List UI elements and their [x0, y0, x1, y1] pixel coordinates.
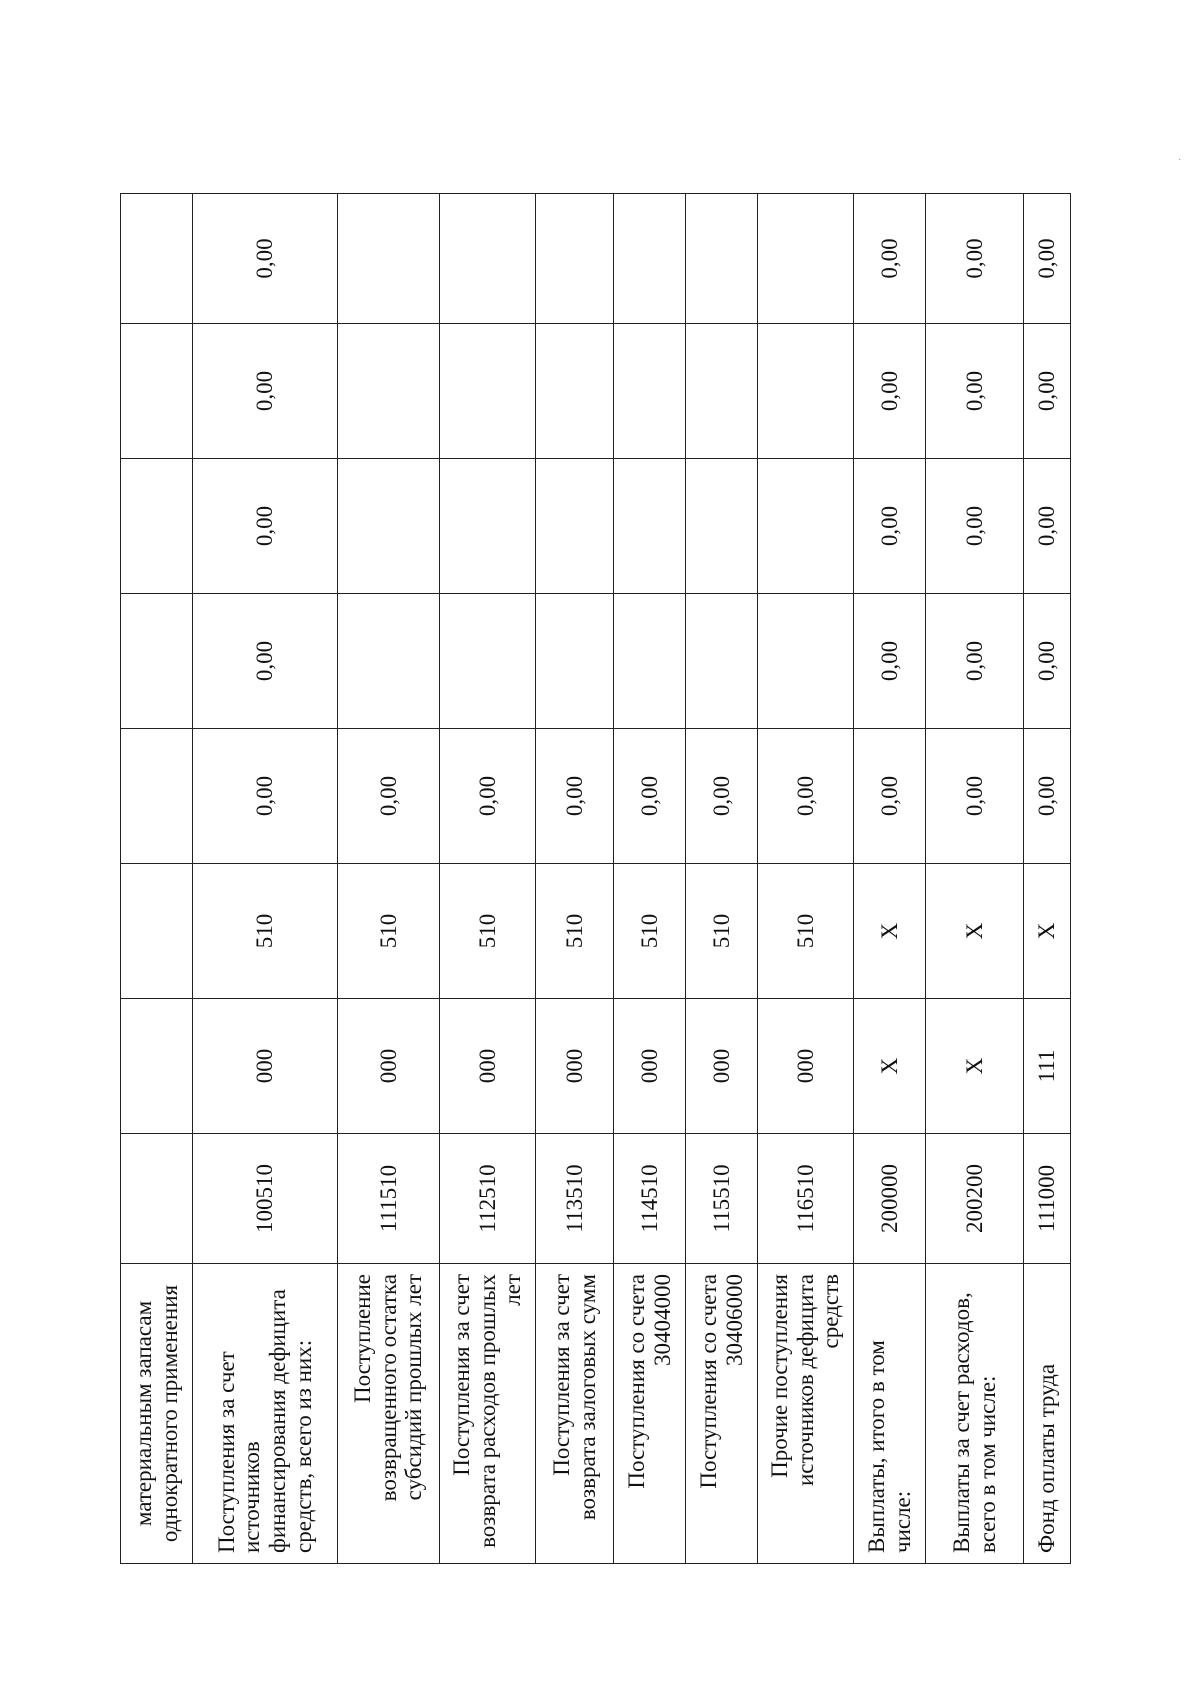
table-cell	[121, 864, 193, 999]
table-cell: 000	[536, 999, 614, 1134]
table-cell: 0,00	[614, 729, 686, 864]
table-cell: 510	[614, 864, 686, 999]
table-cell	[121, 594, 193, 729]
table-cell: 0,00	[193, 194, 338, 324]
table-cell: X	[926, 864, 1024, 999]
table-cell: 0,00	[926, 194, 1024, 324]
row-label: Поступления за счет источников финансирования дефицита средств, всего из них:	[193, 1264, 338, 1564]
table-cell	[338, 324, 440, 459]
table-cell: 0,00	[758, 729, 854, 864]
table-cell: 0,00	[854, 729, 926, 864]
table-cell: 000	[338, 999, 440, 1134]
table-cell: 000	[614, 999, 686, 1134]
table-cell: 0,00	[193, 324, 338, 459]
table-row	[1024, 194, 1071, 1564]
table-row	[854, 194, 926, 1564]
table-cell: 0,00	[193, 594, 338, 729]
table-cell: 0,00	[926, 594, 1024, 729]
table-cell: 116510	[758, 1134, 854, 1264]
table-cell: 0,00	[926, 324, 1024, 459]
table-row	[614, 194, 686, 1564]
table-cell: 0,00	[193, 729, 338, 864]
financial-table	[120, 193, 1071, 1564]
row-label: материальным запасам однократного применения	[121, 1264, 193, 1564]
table-cell: 0,00	[1024, 729, 1071, 864]
rotated-page	[120, 194, 1144, 1564]
row-label: Поступления за счет возврата залоговых сумм	[536, 1264, 614, 1564]
table-cell: 0,00	[1024, 459, 1071, 594]
table-cell: 100510	[193, 1134, 338, 1264]
table-cell: 112510	[440, 1134, 536, 1264]
table-cell	[440, 324, 536, 459]
table-cell	[758, 459, 854, 594]
table-cell	[121, 194, 193, 324]
table-body	[121, 194, 1071, 1564]
table-row	[926, 194, 1024, 1564]
row-label: Прочие поступления источников дефицита средств	[758, 1264, 854, 1564]
table-cell: 200000	[854, 1134, 926, 1264]
row-label: Поступление возвращенного остатка субсидий прошлых лет	[338, 1264, 440, 1564]
table-cell	[121, 729, 193, 864]
table-cell	[686, 594, 758, 729]
table-cell: 000	[193, 999, 338, 1134]
table-row	[338, 194, 440, 1564]
table-cell: 0,00	[926, 459, 1024, 594]
table-cell	[614, 324, 686, 459]
table-cell	[614, 194, 686, 324]
table-cell: X	[1024, 864, 1071, 999]
table-cell: 0,00	[854, 459, 926, 594]
table-cell: X	[854, 999, 926, 1134]
table-cell	[440, 459, 536, 594]
table-cell: 000	[440, 999, 536, 1134]
table-cell: 510	[758, 864, 854, 999]
table-cell: 0,00	[338, 729, 440, 864]
table-cell	[121, 1134, 193, 1264]
table-cell	[536, 459, 614, 594]
table-cell: 0,00	[193, 459, 338, 594]
table-cell	[121, 324, 193, 459]
table-cell: 0,00	[536, 729, 614, 864]
table-cell: 113510	[536, 1134, 614, 1264]
table-cell: 510	[338, 864, 440, 999]
table-cell	[121, 459, 193, 594]
table-cell	[758, 194, 854, 324]
table-cell	[686, 324, 758, 459]
row-label: Поступления со счета 30404000	[614, 1264, 686, 1564]
table-row	[121, 194, 193, 1564]
table-cell: 510	[536, 864, 614, 999]
table-row	[193, 194, 338, 1564]
table-row	[536, 194, 614, 1564]
table-cell: 200200	[926, 1134, 1024, 1264]
table-cell: 0,00	[926, 729, 1024, 864]
table-cell: 0,00	[1024, 594, 1071, 729]
table-cell	[536, 194, 614, 324]
table-cell: 111510	[338, 1134, 440, 1264]
table-cell	[338, 594, 440, 729]
table-cell	[614, 594, 686, 729]
table-cell: 0,00	[854, 194, 926, 324]
table-row	[440, 194, 536, 1564]
table-cell	[686, 459, 758, 594]
table-cell	[440, 194, 536, 324]
table-cell: 0,00	[854, 324, 926, 459]
table-cell: 0,00	[1024, 194, 1071, 324]
table-cell: 510	[440, 864, 536, 999]
row-label: Поступления за счет возврата расходов прошлых лет	[440, 1264, 536, 1564]
table-cell: 510	[686, 864, 758, 999]
table-cell	[686, 194, 758, 324]
table-cell: 111	[1024, 999, 1071, 1134]
table-cell: 0,00	[686, 729, 758, 864]
table-row	[686, 194, 758, 1564]
table-row	[758, 194, 854, 1564]
row-label: Выплаты за счет расходов, всего в том числе:	[926, 1264, 1024, 1564]
table-cell	[758, 324, 854, 459]
table-cell: 111000	[1024, 1134, 1071, 1264]
row-label: Фонд оплаты труда	[1024, 1264, 1071, 1564]
table-cell: X	[854, 864, 926, 999]
row-label: Поступления со счета 30406000	[686, 1264, 758, 1564]
table-cell	[536, 324, 614, 459]
table-cell: 000	[686, 999, 758, 1134]
table-cell: 0,00	[440, 729, 536, 864]
row-label: Выплаты, итого в том числе:	[854, 1264, 926, 1564]
table-cell	[614, 459, 686, 594]
table-cell: 114510	[614, 1134, 686, 1264]
table-cell: 510	[193, 864, 338, 999]
table-cell	[121, 999, 193, 1134]
table-cell	[440, 594, 536, 729]
table-cell: 0,00	[1024, 324, 1071, 459]
table-cell	[338, 194, 440, 324]
table-cell: X	[926, 999, 1024, 1134]
table-cell	[536, 594, 614, 729]
table-cell	[338, 459, 440, 594]
scan-speck: ·	[1178, 155, 1182, 166]
table-cell: 0,00	[854, 594, 926, 729]
table-cell: 115510	[686, 1134, 758, 1264]
table-cell	[758, 594, 854, 729]
table-cell: 000	[758, 999, 854, 1134]
